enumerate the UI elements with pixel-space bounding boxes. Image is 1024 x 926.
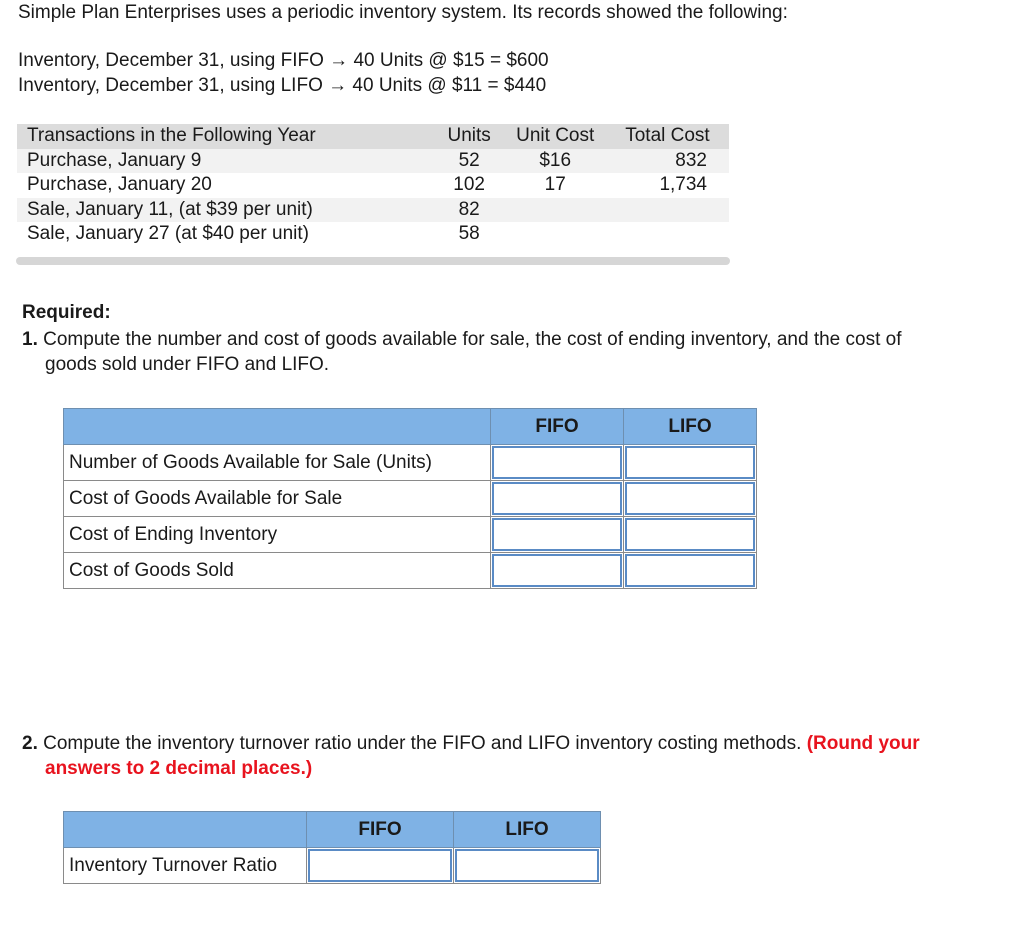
rounding-instruction-continued: answers to 2 decimal places.)	[45, 758, 313, 779]
transaction-description: Purchase, January 9	[27, 149, 202, 171]
table-row	[17, 198, 729, 223]
fifo-input-cell	[307, 848, 454, 884]
header-blank	[64, 409, 491, 445]
lifo-cogs-input[interactable]	[625, 554, 755, 587]
header-total-cost: Total Cost	[625, 125, 710, 147]
header-blank	[64, 812, 307, 848]
lifo-units-available-input[interactable]	[625, 446, 755, 479]
lifo-input-cell	[624, 553, 757, 589]
table-row	[17, 149, 729, 174]
fifo-input-cell	[491, 517, 624, 553]
table-row	[64, 553, 757, 589]
lifo-turnover-input[interactable]	[455, 849, 599, 882]
table-row	[64, 848, 601, 884]
lifo-cost-available-input[interactable]	[625, 482, 755, 515]
lifo-input-cell	[624, 517, 757, 553]
turnover-answer-table	[63, 811, 601, 884]
transaction-description: Sale, January 11, (at $39 per unit)	[27, 198, 313, 220]
header-unit-cost: Unit Cost	[516, 125, 595, 147]
table-row	[64, 517, 757, 553]
horizontal-scrollbar[interactable]	[16, 257, 730, 265]
header-fifo: FIFO	[307, 812, 454, 848]
row-label-cost-available: Cost of Goods Available for Sale	[64, 481, 491, 517]
transaction-unit-cost	[505, 198, 606, 223]
transaction-units: 102	[453, 174, 485, 196]
transaction-unit-cost	[505, 222, 606, 247]
header-lifo: LIFO	[624, 409, 757, 445]
table-row	[17, 222, 729, 247]
row-label-turnover-ratio: Inventory Turnover Ratio	[64, 848, 307, 884]
rounding-instruction: (Round your	[806, 733, 920, 754]
lifo-inventory-line: Inventory, December 31, using LIFO → 40 Units @ $11 = $440	[18, 75, 547, 96]
transaction-description: Sale, January 27 (at $40 per unit)	[27, 223, 310, 245]
transaction-total-cost	[606, 198, 729, 223]
header-units: Units	[447, 125, 491, 147]
lifo-ending-inventory-input[interactable]	[625, 518, 755, 551]
transaction-units: 82	[458, 198, 480, 220]
answer-table-header	[64, 812, 601, 848]
transaction-units: 52	[458, 149, 480, 171]
transaction-total-cost	[606, 222, 729, 247]
row-label-ending-inventory: Cost of Ending Inventory	[64, 517, 491, 553]
header-lifo: LIFO	[454, 812, 601, 848]
fifo-input-cell	[491, 481, 624, 517]
table-row	[64, 481, 757, 517]
transaction-description: Purchase, January 20	[27, 174, 212, 196]
answer-table-header	[64, 409, 757, 445]
fifo-input-cell	[491, 553, 624, 589]
fifo-units-available-input[interactable]	[492, 446, 622, 479]
lifo-input-cell	[624, 445, 757, 481]
transaction-unit-cost: 17	[544, 174, 566, 196]
transaction-total-cost: 832	[675, 149, 707, 171]
fifo-cost-available-input[interactable]	[492, 482, 622, 515]
lifo-input-cell	[454, 848, 601, 884]
row-label-cogs: Cost of Goods Sold	[64, 553, 491, 589]
requirement-2-number: 2.	[22, 733, 38, 754]
transactions-header-row	[17, 124, 729, 149]
fifo-cogs-input[interactable]	[492, 554, 622, 587]
fifo-turnover-input[interactable]	[308, 849, 452, 882]
transactions-table	[17, 124, 729, 247]
requirement-1	[22, 327, 1007, 377]
fifo-ending-inventory-input[interactable]	[492, 518, 622, 551]
transaction-unit-cost: $16	[539, 149, 572, 171]
fifo-inventory-line: Inventory, December 31, using FIFO → 40 Units @ $15 = $600	[18, 50, 549, 71]
intro-text: Simple Plan Enterprises uses a periodic inventory system. Its records showed the following:	[18, 2, 788, 23]
transaction-total-cost: 1,734	[659, 174, 707, 196]
table-row	[64, 445, 757, 481]
requirement-2-text: Compute the inventory turnover ratio under the FIFO and LIFO inventory costing methods.	[43, 733, 802, 754]
fifo-lifo-answer-table	[63, 408, 757, 589]
requirement-1-text-continued: goods sold under FIFO and LIFO.	[45, 354, 330, 375]
requirement-2	[22, 731, 1007, 781]
header-fifo: FIFO	[491, 409, 624, 445]
requirement-1-number: 1.	[22, 329, 38, 350]
header-transactions: Transactions in the Following Year	[27, 125, 316, 147]
table-row	[17, 173, 729, 198]
required-heading: Required:	[22, 302, 111, 323]
requirement-1-text: Compute the number and cost of goods available for sale, the cost of ending inventory, and the cost of	[43, 329, 902, 350]
transaction-units: 58	[458, 223, 480, 245]
lifo-input-cell	[624, 481, 757, 517]
row-label-units-available: Number of Goods Available for Sale (Units)	[64, 445, 491, 481]
fifo-input-cell	[491, 445, 624, 481]
